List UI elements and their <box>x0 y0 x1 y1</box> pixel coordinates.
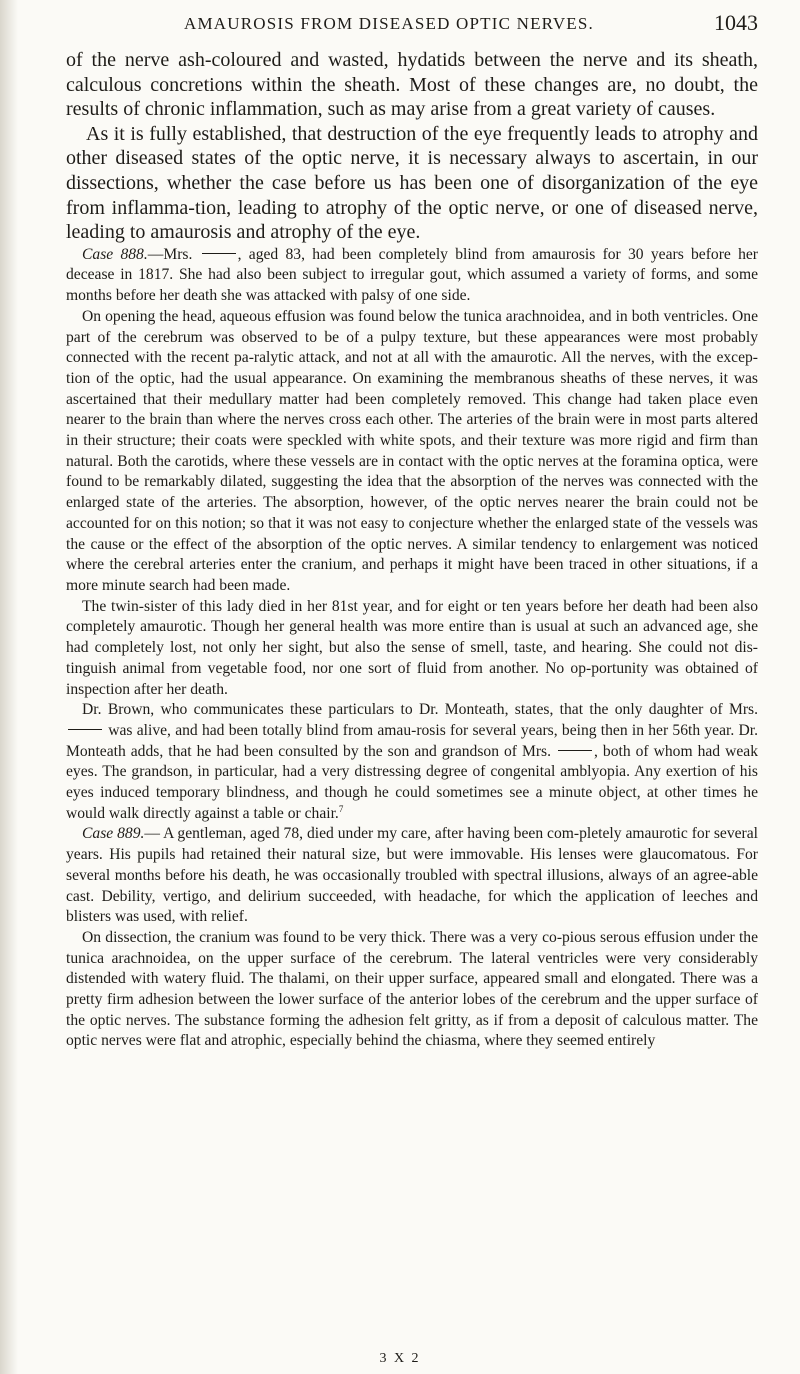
paragraph: As it is fully established, that destruction of the eye frequently leads to atrophy and other diseased states of the optic nerve, it is necessary always to ascertain, in our dissections, whether the case before us has been one of disorganization of the eye from inflamma-tion, leading to atrophy of the optic nerve, or one of diseased nerve, leading to amaurosis and atrophy of the eye. <box>66 122 758 244</box>
paragraph: On opening the head, aqueous effusion was found below the tunica arachnoidea, and in both ventricles. One part of the cerebrum was observed to be of a pulpy texture, but these appearances were most probably connected with the recent pa-ralytic attack, and not at all with the amaurotic. All the nerves, with the excep-tion of the optic, had the usual appearance. On examining the membranous sheaths of these nerves, it was ascertained that their medullary matter had been completely removed. This change had taken place even nearer to the brain than where the nerves cross each other. The arteries of the brain were in most parts altered in their structure; their coats were speckled with white spots, and their texture was more rigid and firm than natural. Both the carotids, where these vessels are in contact with the optic nerves at the foramina optica, were found to be remarkably dilated, suggesting the idea that the absorption of the nerves was connected with the enlarged state of the arteries. The absorption, however, of the optic nerves nearer the brain could not be accounted for on this notion; so that it was not easy to conjecture whether the enlarged state of the vessels was the cause or the effect of the absorption of the optic nerves. A similar tendency to enlargement was noticed where the cerebral arteries enter the cranium, and perhaps it might have been traced in other situations, if a more minute search had been made. <box>66 307 758 594</box>
signature-mark: 3 X 2 <box>379 1351 421 1366</box>
case-label: Case 889. <box>82 825 145 843</box>
running-title: AMAUROSIS FROM DISEASED OPTIC NERVES. <box>183 14 594 33</box>
name-dash <box>558 750 592 751</box>
paragraph: of the nerve ash-coloured and wasted, hydatids between the nerve and its sheath, calculous concretions within the sheath. Most of these changes are, no doubt, the results of chronic inflammation, such as may arise from a great variety of causes. <box>66 49 758 121</box>
case-text: , aged 83, had been completely blind from amaurosis for 30 years before her decease in 1817. She had also been subject to irregular gout, which assumed a variety of forms, and some months before her death she was attacked with palsy of one side. <box>66 245 759 305</box>
paragraph: The twin-sister of this lady died in her 81st year, and for eight or ten years before her death had been also completely amaurotic. Though her general health was more entire than is usual at such an advanced age, she had completely lost, not only her sight, but also the sense of smell, taste, and hearing. She could not dis-tinguish animal from vegetable food, nor one sort of fluid from another. No op-portunity was obtained of inspection after her death. <box>66 597 758 698</box>
text-block <box>66 48 758 1052</box>
running-head <box>68 10 758 44</box>
main-text <box>66 48 758 245</box>
footnote-mark: 7 <box>338 803 344 814</box>
text-run: Dr. Brown, who communicates these particulars to Dr. Monteath, states, that the only daughter of Mrs. <box>82 701 758 719</box>
case-888-paragraph <box>66 245 758 307</box>
paragraph <box>66 700 758 824</box>
case-reports <box>66 245 758 1052</box>
case-intro: —Mrs. <box>147 245 193 263</box>
text-run: , both of whom had weak eyes. The grandson, in particular, had a very distressing degree of congenital amblyopia. Any exertion of his eyes induced temporary blindness, and though he could sometimes see a minute object, at other times he would walk directly against a table or chair. <box>66 742 758 822</box>
paragraph: On dissection, the cranium was found to be very thick. There was a very co-pious serous effusion under the tunica arachnoidea, on the upper surface of the cerebrum. The lateral ventricles were very considerably distended with watery fluid. The thalami, on their upper surface, appeared small and elongated. There was a pretty firm adhesion between the lower surface of the anterior lobes of the cerebrum and the upper surface of the optic nerves. The substance forming the adhesion felt gritty, as if from a deposit of calculous matter. The optic nerves were flat and atrophic, especially behind the chiasma, where they seemed entirely <box>66 928 758 1050</box>
text-run: was alive, and had been totally blind from amau-rosis for several years, being then in her 56th year. Dr. Monteath adds, that he had been consulted by the son and grandson of Mrs. <box>66 721 758 760</box>
case-label: Case 888. <box>82 245 148 263</box>
name-dash <box>68 729 102 730</box>
case-text: — A gentleman, aged 78, died under my care, after having been com-pletely amaurotic for several years. His pupils had retained their natural size, but were immovable. His lenses were glaucomatous. For several months before his death, he was occasionally troubled with spectral illusions, always of an agree-able cast. Debility, vertigo, and delirium succeeded, with headache, for which the application of leeches and blisters was used, with relief. <box>66 825 758 926</box>
name-dash <box>202 253 236 254</box>
case-889-paragraph <box>66 824 758 928</box>
page-number: 1043 <box>714 10 758 35</box>
